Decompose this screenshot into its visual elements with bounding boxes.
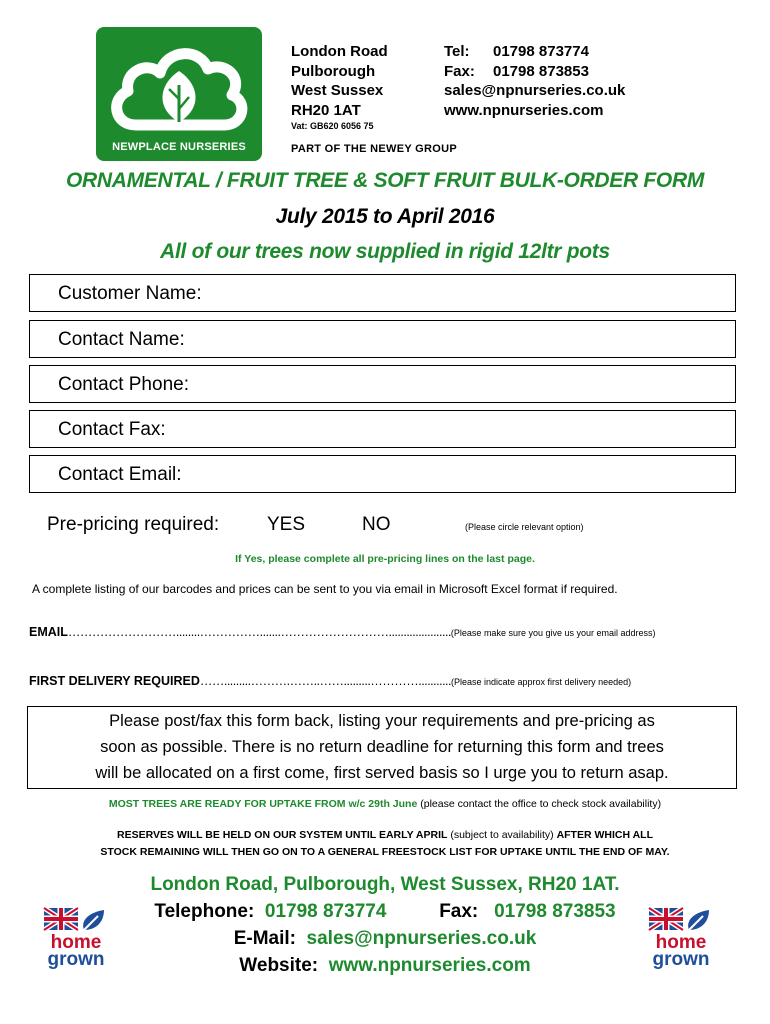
vat-number: Vat: GB620 6056 75 (291, 121, 374, 131)
delivery-line[interactable] (29, 674, 631, 688)
contact-phone-label: Contact Phone: (58, 374, 189, 395)
company-contact (444, 42, 625, 120)
email-line-hint: (Please make sure you give us your email address) (450, 628, 656, 638)
tel-label: Tel: (444, 43, 470, 60)
grown-word: grown (652, 949, 710, 970)
fax-label: Fax: (444, 62, 475, 80)
address-line: West Sussex (291, 82, 384, 99)
website-value: www.npnurseries.com (444, 101, 604, 119)
delivery-line-dots: …….........……….……..…….........…………........... (199, 674, 451, 688)
footer-fax: 01798 873853 (494, 901, 616, 922)
union-flag-icon (40, 906, 112, 934)
home-word: home (50, 932, 102, 953)
email-line[interactable] (29, 625, 656, 639)
form-period: July 2015 to April 2016 (275, 205, 495, 228)
tel-value: 01798 873774 (493, 43, 589, 60)
home-grown-badge-right (645, 906, 717, 968)
address-line: RH20 1AT (291, 101, 361, 119)
info-line: soon as possible. There is no return deadline for returning this form and trees (100, 738, 664, 756)
return-info-box (27, 706, 737, 789)
info-line: will be allocated on a first come, first served basis so I urge you to return asap. (95, 764, 669, 782)
pre-pricing-no[interactable]: NO (362, 514, 391, 535)
contact-phone-field[interactable] (29, 365, 736, 403)
home-grown-badge-left (40, 906, 112, 968)
address-line: Pulborough (291, 62, 376, 80)
reserves-c: AFTER WHICH ALL (556, 829, 653, 841)
form-title: ORNAMENTAL / FRUIT TREE & SOFT FRUIT BULK-ORDER FORM (65, 169, 705, 192)
home-word: home (655, 932, 707, 953)
pre-pricing-label: Pre-pricing required: (47, 514, 220, 535)
grown-word: grown (47, 949, 105, 970)
contact-fax-label: Contact Fax: (58, 419, 166, 440)
contact-name-field[interactable] (29, 320, 736, 358)
delivery-line-label: FIRST DELIVERY REQUIRED (29, 674, 200, 688)
uptake-rest: (please contact the office to check stock availability) (417, 798, 662, 810)
group-text: PART OF THE NEWEY GROUP (291, 143, 458, 155)
email-line-dots: ………………………........…………….......………………………..................... (67, 625, 451, 639)
footer-tel-label: Telephone: (154, 901, 255, 922)
footer-fax-label: Fax: (439, 901, 479, 922)
fax-value: 01798 873853 (493, 62, 589, 80)
logo-text: NEWPLACE NURSERIES (112, 141, 246, 153)
footer-web-value: www.npnurseries.com (328, 955, 531, 976)
reserves-note (0, 827, 770, 861)
footer-tel: 01798 873774 (264, 901, 387, 922)
contact-fax-field[interactable] (29, 410, 736, 448)
pre-pricing-yes[interactable]: YES (267, 514, 306, 535)
info-line: Please post/fax this form back, listing your requirements and pre-pricing as (109, 712, 655, 730)
customer-name-field[interactable] (29, 274, 736, 312)
footer-email-label: E-Mail: (233, 928, 296, 949)
contact-email-field[interactable] (29, 455, 736, 493)
footer-web-label: Website: (239, 955, 319, 976)
delivery-line-hint: (Please indicate approx first delivery needed) (451, 677, 632, 687)
reserves-d: STOCK REMAINING WILL THEN GO ON TO A GENERAL FREESTOCK LIST FOR UPTAKE UNTIL THE END OF MAY. (100, 846, 670, 858)
email-value: sales@npnurseries.co.uk (444, 82, 626, 99)
pre-pricing-hint: (Please circle relevant option) (465, 522, 584, 532)
reserves-b: (subject to availability) (447, 829, 557, 841)
footer-email-value: sales@npnurseries.co.uk (306, 928, 537, 949)
customer-name-label: Customer Name: (58, 283, 202, 304)
contact-name-label: Contact Name: (58, 329, 185, 350)
uptake-note (0, 798, 770, 810)
listing-note: A complete listing of our barcodes and prices can be sent to you via email in Microsoft Excel format if required. (32, 582, 618, 596)
pots-note: All of our trees now supplied in rigid 12ltr pots (160, 240, 610, 263)
union-flag-icon (645, 906, 717, 934)
contact-email-label: Contact Email: (58, 464, 182, 485)
newplace-nurseries-logo (96, 27, 262, 161)
uptake-bold: MOST TREES ARE READY FOR UPTAKE FROM w/c 29th June (108, 798, 418, 810)
reserves-a: RESERVES WILL BE HELD ON OUR SYSTEM UNTIL EARLY APRIL (117, 829, 448, 841)
address-line: London Road (291, 43, 388, 60)
footer-address: London Road, Pulborough, West Sussex, RH20 1AT. (150, 874, 620, 895)
pre-pricing-note: If Yes, please complete all pre-pricing lines on the last page. (235, 553, 535, 565)
company-address (291, 42, 388, 120)
email-line-label: EMAIL (29, 625, 68, 639)
